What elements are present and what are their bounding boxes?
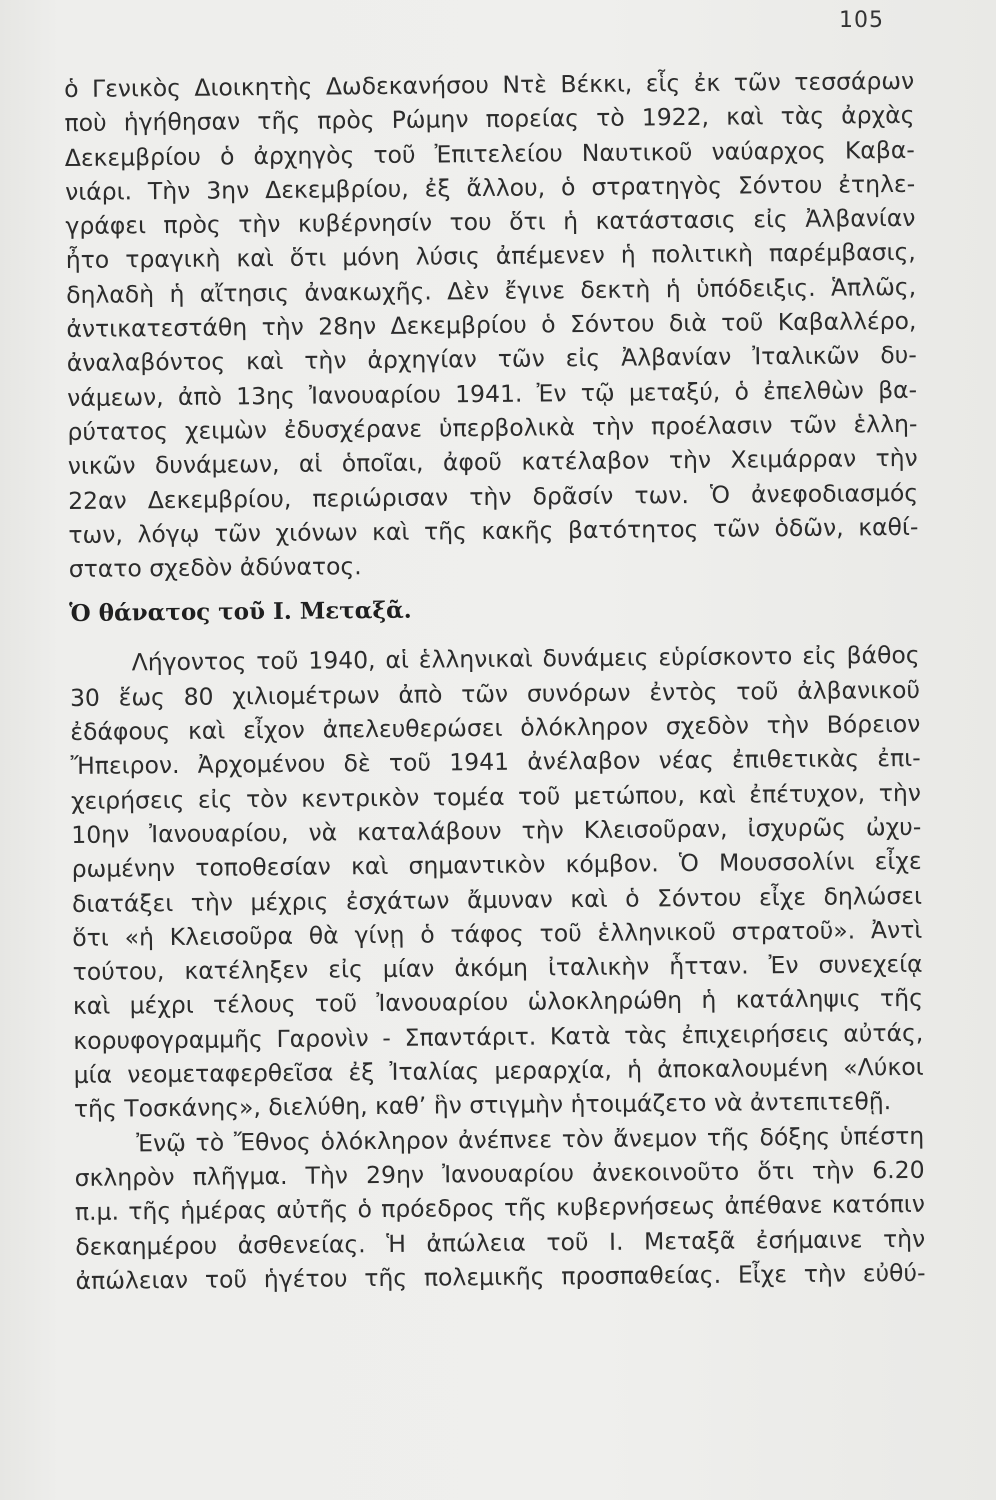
text-line: ὅτι «ἡ Κλεισοῦρα θὰ γίνῃ ὁ τάφος τοῦ ἑλληνικοῦ στρατοῦ». Ἀντὶ bbox=[72, 915, 923, 952]
text-line: ἀναλαβόντος καὶ τὴν ἀρχηγίαν τῶν εἰς Ἀλβανίαν Ἰταλικῶν δυ- bbox=[66, 341, 917, 378]
text-line: ρωμένην τοποθεσίαν καὶ σημαντικὸν κόμβον. Ὁ Μουσσολίνι εἶχε bbox=[71, 847, 922, 884]
text-line: 10ην Ἰανουαρίου, νὰ καταλάβουν τὴν Κλεισοῦραν, ἰσχυρῶς ὠχυ- bbox=[71, 812, 922, 849]
text-line: στατο σχεδὸν ἀδύνατος. bbox=[68, 552, 362, 584]
text-line: μία νεομεταφερθεῖσα ἐξ Ἰταλίας μεραρχία, ἡ ἀποκαλουμένη «Λύκοι bbox=[73, 1052, 924, 1089]
text-line: ἦτο τραγικὴ καὶ ὅτι μόνη λύσις ἀπέμενεν ἡ πολιτικὴ παρέμβασις, bbox=[65, 238, 916, 275]
text-line: νικῶν δυνάμεων, αἱ ὁποῖαι, ἀφοῦ κατέλαβον τὴν Χειμάρραν τὴν bbox=[67, 444, 918, 481]
text-line: 22αν Δεκεμβρίου, περιώρισαν τὴν δρᾶσίν των. Ὁ ἀνεφοδιασμός bbox=[67, 478, 919, 515]
paragraph-2 bbox=[70, 638, 925, 1126]
text-line: κορυφογραμμῆς Γαρονὶν - Σπαντάριτ. Κατὰ τὰς ἐπιχειρήσεις αὐτάς, bbox=[73, 1018, 924, 1055]
text-line: νάμεων, ἀπὸ 13ης Ἰανουαρίου 1941. Ἐν τῷ μεταξύ, ὁ ἐπελθὼν βα- bbox=[66, 375, 918, 412]
text-line: ἐδάφους καὶ εἶχον ἀπελευθερώσει ὁλόκληρον σχεδὸν τὴν Βόρειον bbox=[70, 709, 921, 747]
text-line: δεκαημέρου ἀσθενείας. Ἡ ἀπώλεια τοῦ Ι. Μεταξᾶ ἐσήμαινε τὴν bbox=[75, 1224, 926, 1261]
section-heading: Ὁ θάνατος τοῦ Ι. Μεταξᾶ. bbox=[69, 597, 412, 628]
text-line: ποὺ ἡγήθησαν τῆς πρὸς Ρώμην πορείας τὸ 1922, καὶ τὰς ἀρχὰς bbox=[64, 101, 915, 138]
text-line: π.μ. τῆς ἡμέρας αὐτῆς ὁ πρόεδρος τῆς κυβερνήσεως ἀπέθανε κατόπιν bbox=[74, 1189, 926, 1227]
text-line: διατάξει τὴν μέχρις ἐσχάτων ἄμυναν καὶ ὁ Σόντου εἶχε δηλώσει bbox=[71, 881, 923, 918]
text-line: 30 ἕως 80 χιλιομέτρων ἀπὸ τῶν συνόρων ἐντὸς τοῦ ἀλβανικοῦ bbox=[69, 675, 921, 712]
text-line: νιάρι. Τὴν 3ην Δεκεμβρίου, ἐξ ἄλλου, ὁ στρατηγὸς Σόντου ἐτηλε- bbox=[65, 169, 916, 206]
text-line: Δεκεμβρίου ὁ ἀρχηγὸς τοῦ Ἐπιτελείου Ναυτικοῦ ναύαρχος Καβα- bbox=[64, 135, 915, 172]
text-line: Λήγοντος τοῦ 1940, αἱ ἑλληνικαὶ δυνάμεις εὑρίσκοντο εἰς βάθος bbox=[131, 641, 920, 677]
text-line: χειρήσεις εἰς τὸν κεντρικὸν τομέα τοῦ μετώπου, καὶ ἐπέτυχον, τὴν bbox=[70, 778, 922, 815]
text-line: ἀντικατεστάθη τὴν 28ην Δεκεμβρίου ὁ Σόντου διὰ τοῦ Καβαλλέρο, bbox=[66, 306, 917, 344]
text-line: τούτου, κατέληξεν εἰς μίαν ἀκόμη ἰταλικὴν ἧτταν. Ἐν συνεχείᾳ bbox=[72, 949, 923, 987]
text-line: γράφει πρὸς τὴν κυβέρνησίν του ὅτι ἡ κατάστασις εἰς Ἀλβανίαν bbox=[65, 204, 916, 241]
text-line: Ἐνῷ τὸ Ἔθνος ὁλόκληρον ἀνέπνεε τὸν ἄνεμον τῆς δόξης ὑπέστη bbox=[136, 1121, 925, 1157]
text-line: καὶ μέχρι τέλους τοῦ Ἰανουαρίου ὡλοκληρώθη ἡ κατάληψις τῆς bbox=[72, 984, 924, 1021]
text-line: των, λόγῳ τῶν χιόνων καὶ τῆς κακῆς βατότητος τῶν ὁδῶν, καθί- bbox=[68, 512, 919, 549]
text-line: τῆς Τοσκάνης», διελύθη, καθ’ ἣν στιγμὴν ἡτοιμάζετο νὰ ἀντεπιτεθῇ. bbox=[73, 1087, 892, 1124]
text-line: ἀπώλειαν τοῦ ἡγέτου τῆς πολεμικῆς προσπαθείας. Εἶχε τὴν εὐθύ- bbox=[75, 1258, 926, 1295]
page-text bbox=[64, 64, 926, 1298]
page-number: 105 bbox=[839, 8, 884, 33]
text-line: ρύτατος χειμὼν ἐδυσχέρανε ὑπερβολικὰ τὴν προέλασιν τῶν ἑλλη- bbox=[67, 409, 918, 446]
paragraph-3 bbox=[74, 1118, 926, 1298]
text-line: ὁ Γενικὸς Διοικητὴς Δωδεκανήσου Ντὲ Βέκκι, εἷς ἐκ τῶν τεσσάρων bbox=[64, 66, 915, 103]
paragraph-1 bbox=[64, 64, 919, 587]
text-line: δηλαδὴ ἡ αἴτησις ἀνακωχῆς. Δὲν ἔγινε δεκτὴ ἡ ὑπόδειξις. Ἁπλῶς, bbox=[66, 272, 917, 309]
text-line: Ἤπειρον. Ἀρχομένου δὲ τοῦ 1941 ἀνέλαβον νέας ἐπιθετικὰς ἐπι- bbox=[70, 744, 921, 781]
text-line: σκληρὸν πλῆγμα. Τὴν 29ην Ἰανουαρίου ἀνεκοινοῦτο ὅτι τὴν 6.20 bbox=[74, 1155, 925, 1192]
